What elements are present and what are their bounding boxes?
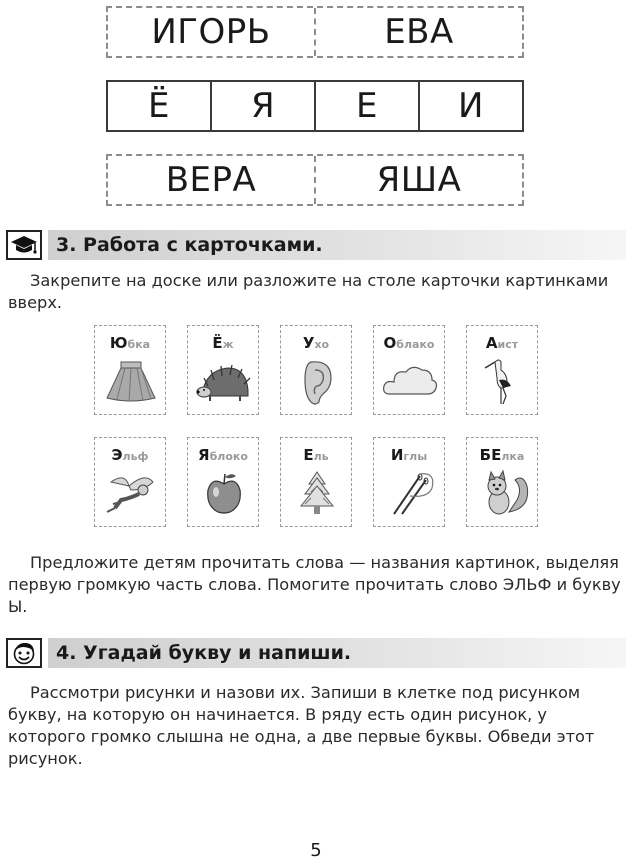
word-card: ЯША xyxy=(314,156,522,204)
card-label: Ухо xyxy=(302,334,330,352)
word-card: ВЕРА xyxy=(165,160,257,200)
graduation-cap-icon xyxy=(6,230,42,260)
letter-card: Я xyxy=(210,82,314,130)
apple-icon xyxy=(194,468,254,520)
page-number: 5 xyxy=(310,840,322,861)
skirt-icon xyxy=(101,356,161,408)
picture-card xyxy=(187,325,259,415)
card-label: Эльф xyxy=(111,446,149,464)
hedgehog-icon xyxy=(194,356,254,408)
word-card: ИГОРЬ xyxy=(151,12,271,52)
needles-icon xyxy=(380,468,440,520)
card-label: Яблоко xyxy=(198,446,248,464)
section-3-header xyxy=(6,228,626,262)
card-label: Облако xyxy=(383,334,435,352)
picture-card xyxy=(466,325,538,415)
letter-card: Е xyxy=(314,82,418,130)
card-label: БЕлка xyxy=(479,446,525,464)
picture-card xyxy=(94,437,166,527)
section-4-header xyxy=(6,636,626,670)
ear-icon xyxy=(287,356,347,408)
letter-card: И xyxy=(418,82,522,130)
picture-card xyxy=(94,325,166,415)
word-card: ЕВА xyxy=(314,8,522,56)
card-label: Ель xyxy=(303,446,329,464)
picture-card xyxy=(280,325,352,415)
picture-card xyxy=(187,437,259,527)
picture-card xyxy=(373,437,445,527)
smiling-face-icon xyxy=(6,638,42,668)
squirrel-icon xyxy=(473,468,533,520)
picture-card xyxy=(466,437,538,527)
letter-card: Ё xyxy=(148,86,170,126)
stork-icon xyxy=(473,356,533,408)
section-4-title: 4. Угадай букву и напиши. xyxy=(48,638,626,668)
card-label: Юбка xyxy=(109,334,151,352)
card-label: Ёж xyxy=(212,334,234,352)
section-3-title: 3. Работа с карточками. xyxy=(48,230,626,260)
word-row-1 xyxy=(106,6,524,58)
section-3-outro: Предложите детям прочитать слова — названия картинок, выделяя первую громкую часть слова. Помогите прочитать слово ЭЛЬФ и букву Ы. xyxy=(8,553,621,616)
word-row-2 xyxy=(106,80,524,132)
elf-icon xyxy=(101,468,161,520)
section-3-intro: Закрепите на доске или разложите на столе карточки картинками вверх. xyxy=(8,271,609,312)
fir-tree-icon xyxy=(287,468,347,520)
picture-card xyxy=(373,325,445,415)
picture-card xyxy=(280,437,352,527)
section-4-text: Рассмотри рисунки и назови их. Запиши в клетке под рисунком букву, на которую он начинается. В ряду есть один рисунок, у которого громко слышна не одна, а две первые буквы. Обведи этот рисунок. xyxy=(8,683,595,768)
cloud-icon xyxy=(380,356,440,408)
card-label: Иглы xyxy=(390,446,428,464)
word-row-3 xyxy=(106,154,524,206)
card-label: Аист xyxy=(485,334,519,352)
